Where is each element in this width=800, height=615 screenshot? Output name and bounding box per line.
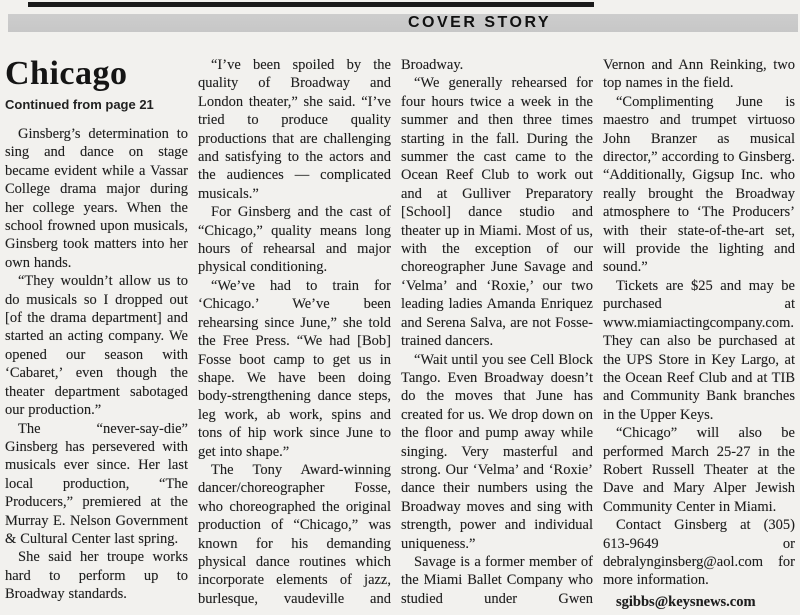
article-paragraph: Ginsberg’s determination to sing and dance on stage became evident while a Vassar College drama major during her college years. When the school frowned upon musicals, Ginsberg took matters into her own hands. [5, 126, 188, 271]
article-paragraph: “Chicago” will also be performed March 25-27 in the Robert Russell Theater at the Dave and Mary Alper Jewish Community Center in Miami. [603, 425, 795, 515]
article-paragraph: For Ginsberg and the cast of “Chicago,” quality means long hours of rehearsal and major physical conditioning. [198, 204, 391, 276]
article-paragraph: The “never-say-die” Ginsberg has persevered with musicals ever since. Her last local production, “The Producers,” premiered at the Murray E. Nelson Government & Cultural Center last spring. [5, 420, 188, 547]
article-column-4 [603, 56, 795, 615]
article-paragraph: “We generally rehearsed for four hours twice a week in the summer and then three times starting in the fall. During the summer the cast came to the Ocean Reef Club to work out and at Gulliver Preparatory [School] dance studio and theater up in Miami. Most of us, with the exception of our choreographer June Savage and ‘Velma’ and ‘Roxie,’ our two leading ladies Amanda Enriquez and Serena Salva, are not Fosse-trained dancers. [401, 75, 593, 350]
article-body [0, 31, 800, 615]
section-header-bar [8, 14, 798, 32]
article-paragraph: “They wouldn’t allow us to do musicals so I dropped out [of the drama department] and started an acting company. We opened our season with ‘Cabaret,’ even though the theater department sabotaged our production.” [5, 273, 188, 419]
reporter-email: sgibbs@keysnews.com [616, 593, 756, 610]
article-paragraph: She said her troupe works hard to perform up to Broadway standards. [5, 549, 188, 603]
article-paragraph: Contact Ginsberg at (305) 613-9649 or debralynginsberg@aol.com for more information. [603, 517, 795, 589]
article-paragraph: “Wait until you see Cell Block Tango. Even Broadway doesn’t do the moves that June has created for us. We drop down on the floor and pump away while singing. Very masterful and strong. Our ‘Velma’ and ‘Roxie’ dance their numbers using the Broadway moves and sing with strength, power and individual uniqueness.” [401, 351, 593, 552]
article-paragraph: “We’ve had to train for ‘Chicago.’ We’ve been rehearsing since June,” she told the Free Press. “We had [Bob] Fosse boot camp to get us in shape. We have been doing body-strengthening dance steps, leg work, ab work, spins and tons of hip work since June to get into shape.” [198, 277, 391, 460]
article-column-3 [401, 56, 593, 615]
article-paragraph: “Complimenting June is maestro and trumpet virtuoso John Branzer as musical director,” according to Ginsberg. “Additionally, Gigsup Inc. who really brought the Broadway atmosphere to ‘The Producers’ with their state-of-the-art set, will provide the lighting and sound.” [603, 93, 795, 276]
article-paragraph: Tickets are $25 and may be purchased at www.miamiactingcompany.com. They can also be purchased at the UPS Store in Key Largo, at the Ocean Reef Club and at TIB and Community Bank branches in the Upper Keys. [603, 277, 795, 423]
headline-block [5, 56, 188, 112]
article-paragraph: Vernon and Ann Reinking, two top names in the field. [603, 57, 795, 92]
article-column-2 [198, 56, 391, 615]
top-rule [28, 2, 594, 7]
article-column-1 [5, 56, 188, 615]
article-paragraph: Broadway. [401, 57, 464, 73]
article-paragraph: “I’ve been spoiled by the quality of Broadway and London theater,” she said. “I’ve tried to produce quality productions that are challenging and satisfying to the actors and the audiences — complicated musicals.” [198, 57, 391, 202]
article-paragraph: Savage is a former member of the Miami Ballet Company who studied under Gwen [401, 553, 593, 607]
article-paragraph: The Tony Award-winning dancer/choreographer Fosse, who choreographed the original production of “Chicago,” was known for his demanding physical dance routines which incorporate elements of jazz, burlesque, vaudeville and [198, 461, 391, 607]
continued-from-note: Continued from page 21 [5, 97, 154, 112]
section-title: COVER STORY [408, 14, 552, 31]
article-headline: Chicago [5, 56, 128, 92]
